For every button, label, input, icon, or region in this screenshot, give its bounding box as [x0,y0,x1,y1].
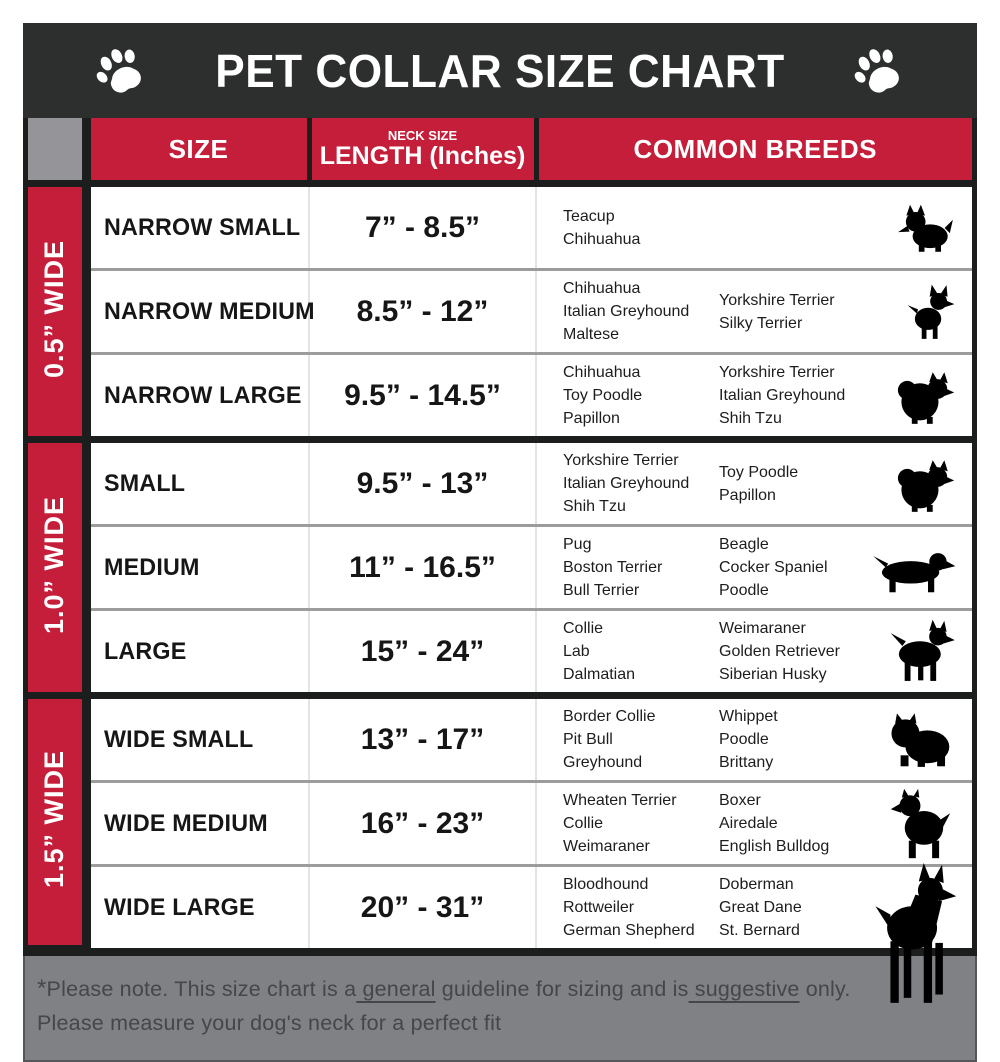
footer-underlined-word: general [356,977,436,1001]
neck-length-cell [309,440,536,526]
breed-name: Chihuahua [563,280,641,297]
breed-list [563,533,719,602]
size-cell [86,270,315,354]
breed-list [563,361,719,430]
breed-name: Boxer [719,792,761,809]
column-header-length-inches: LENGTH (Inches) [319,142,526,170]
breed-name: Lab [563,643,590,660]
breed-name: Wheaten Terrier [563,792,677,809]
size-name: WIDE SMALL [103,725,253,753]
width-label: 1.5” WIDE [39,750,70,889]
breed-name: Beagle [719,536,769,553]
breed-name: Pit Bull [563,731,613,748]
breed-name: Poodle [719,731,769,748]
breed-name: Pug [563,536,592,553]
size-name: WIDE LARGE [103,893,255,921]
breed-name: German Shepherd [563,922,695,939]
breeds-cell [536,440,972,526]
breed-list [563,205,719,251]
neck-length-value: 8.5” - 12” [356,294,489,328]
footer-text: Please note. This size chart is a [46,977,357,1001]
column-header-breeds: COMMON BREEDS [536,118,972,184]
breeds-cell [536,610,972,696]
husky-icon [886,618,956,685]
breed-name: Great Dane [719,899,802,916]
footer-underlined-word: suggestive [688,977,800,1001]
neck-length-value: 9.5” - 13” [356,466,489,500]
size-name: WIDE MEDIUM [103,809,268,837]
breed-name: Dalmatian [563,666,636,683]
neck-length-value: 13” - 17” [360,722,485,756]
breed-name: Border Collie [563,708,656,725]
size-cell [86,354,309,440]
size-name: LARGE [103,637,186,665]
breed-name: Collie [563,815,604,832]
breed-name: Italian Greyhound [563,303,690,320]
breed-name: Weimaraner [719,620,806,637]
table-row [28,184,972,270]
neck-length-cell [309,866,536,949]
breed-name: Greyhound [563,754,643,771]
size-name: NARROW SMALL [103,213,300,241]
breed-name: Siberian Husky [719,666,827,683]
neck-length-value: 7” - 8.5” [364,210,481,244]
breed-name: Maltese [563,326,620,343]
size-name: SMALL [103,469,185,497]
breeds-cell [536,354,972,440]
pomeranian-icon [892,367,956,425]
neck-length-cell [309,354,536,440]
breed-name: Chihuahua [563,230,641,248]
breed-name: Bull Terrier [563,582,640,599]
breed-name: Toy Poodle [563,387,643,404]
breed-name: Bloodhound [563,876,649,893]
size-chart-table-wrap [23,118,977,956]
chart-board [23,23,977,1062]
breed-name: English Bulldog [719,838,830,855]
breed-name: Whippet [719,708,778,725]
asterisk: * [37,975,47,1002]
column-header-size: SIZE [86,118,309,184]
breed-name: Collie [563,620,604,637]
doberman-icon [862,863,958,1017]
chihuahua-icon [898,283,956,341]
breed-name: Boston Terrier [563,559,663,576]
footer-note-line2: Please measure your dog's neck for a perfect fit [37,1011,502,1035]
breed-list [719,289,898,335]
breed-name: Toy Poodle [719,463,799,481]
breed-name: Poodle [719,582,769,599]
column-header-length [309,118,536,184]
breed-name: Golden Retriever [719,643,840,660]
size-cell [86,696,309,782]
neck-length-cell [309,610,536,696]
breed-name: Rottweiler [563,899,635,916]
neck-length-value: 20” - 31” [360,890,485,924]
yorkie-icon [894,202,956,254]
size-cell [86,610,309,696]
dachshund-icon [872,540,956,596]
page-title: PET COLLAR SIZE CHART [215,44,785,97]
table-row [28,782,972,866]
header-row [28,118,972,184]
size-name: MEDIUM [103,553,200,581]
breed-name: Chihuahua [563,364,641,381]
breed-name: St. Bernard [719,922,800,939]
breeds-cell [536,526,972,610]
breed-name: Italian Greyhound [563,475,690,492]
bulldog-icon [886,709,956,770]
breeds-cell [536,782,972,866]
neck-length-cell [309,526,536,610]
breeds-cell [536,184,972,270]
breed-list [719,789,889,858]
neck-length-cell [309,270,536,354]
footer-note-line1 [37,972,961,1006]
paw-icon-right [851,43,907,99]
breed-list [563,449,719,518]
breed-name: Yorkshire Terrier [563,452,679,469]
neck-length-value: 15” - 24” [360,634,485,668]
breed-name: Airedale [719,815,778,832]
breed-name: Brittany [719,754,774,771]
neck-length-value: 11” - 16.5” [349,550,496,584]
pomeranian-icon [892,455,956,513]
table-row [28,696,972,782]
breed-list [719,617,886,686]
breed-name: Papillon [719,486,776,504]
neck-length-cell [309,184,536,270]
width-band [28,440,86,696]
width-label: 0.5” WIDE [39,239,70,379]
pitbull-icon [889,787,956,860]
footer-text: guideline for sizing and is [435,977,689,1001]
breed-name: Cocker Spaniel [719,559,828,576]
corner-cell [28,118,86,184]
paw-icon-left [93,43,149,99]
breed-list [719,533,872,602]
breed-name: Weimaraner [563,838,650,855]
breed-list [563,705,719,774]
breed-list [719,361,892,430]
table-row [28,610,972,696]
width-band [28,184,86,440]
size-name: NARROW MEDIUM [103,297,315,325]
column-header-neck-size: NECK SIZE [387,128,458,143]
footer-note [23,956,977,1062]
size-cell [86,184,309,270]
table-row [28,354,972,440]
breed-list [563,873,719,942]
breed-list [563,617,719,686]
width-label: 1.0” WIDE [39,495,70,635]
breed-name: Yorkshire Terrier [719,291,835,309]
breed-name: Yorkshire Terrier [719,364,835,381]
breed-list [563,789,719,858]
breeds-cell [536,270,972,354]
breeds-cell [536,696,972,782]
neck-length-value: 16” - 23” [360,806,485,840]
table-row [28,270,972,354]
breed-name: Shih Tzu [563,498,626,515]
breed-name: Doberman [719,876,794,893]
size-chart-table [28,118,972,951]
size-cell [86,526,309,610]
size-name: NARROW LARGE [103,381,302,409]
neck-length-cell [309,696,536,782]
table-row [28,526,972,610]
neck-length-cell [309,782,536,866]
title-bar [23,23,977,118]
size-cell [86,440,309,526]
footer-text: only. [799,977,851,1001]
table-row [28,440,972,526]
breed-name: Teacup [563,207,615,225]
breed-name: Italian Greyhound [719,387,846,404]
breed-list [719,705,886,774]
breed-name: Papillon [563,410,620,427]
breed-list [563,277,719,346]
breed-list [719,461,892,507]
size-cell [86,782,309,866]
width-band [28,696,86,949]
neck-length-value: 9.5” - 14.5” [344,378,501,412]
size-cell [86,866,309,949]
breed-name: Shih Tzu [719,410,782,427]
breeds-cell [536,866,972,949]
breed-name: Silky Terrier [719,314,803,332]
table-row [28,866,972,949]
